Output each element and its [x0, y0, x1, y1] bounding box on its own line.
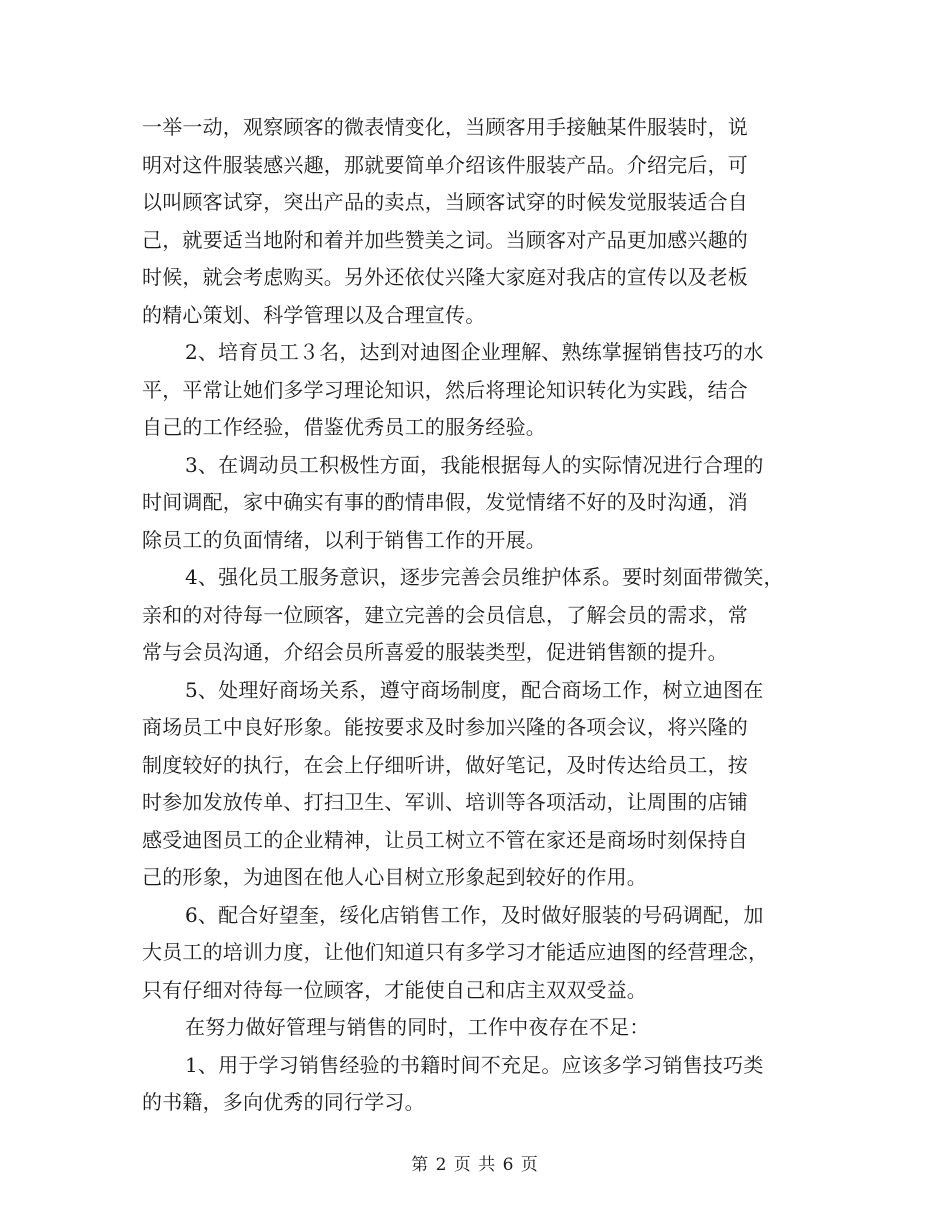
page-number-footer: 第 2 页 共 6 页 [411, 1155, 539, 1175]
text-line-1: 一举一动，观察顾客的微表情变化，当顾客用手接触某件服装时，说 [142, 115, 748, 139]
paragraph-3-line-1: 3、在调动员工积极性方面，我能根据每人的实际情况进行合理的 [185, 453, 764, 477]
text-line-6: 的精心策划、科学管理以及合理宣传。 [142, 303, 486, 327]
text-line-4: 己，就要适当地附和着并加些赞美之词。当顾客对产品更加感兴趣的 [142, 228, 748, 252]
paragraph-5-line-4: 时参加发放传单、打扫卫生、军训、培训等各项活动，让周围的店铺 [142, 790, 748, 814]
paragraph-5-line-3: 制度较好的执行，在会上仔细听讲，做好笔记，及时传达给员工，按 [142, 753, 748, 777]
paragraph-2-line-3: 自己的工作经验，借鉴优秀员工的服务经验。 [142, 415, 546, 439]
shortcomings-intro: 在努力做好管理与销售的同时，工作中夜存在不足： [185, 1015, 650, 1039]
paragraph-3-line-3: 除员工的负面情绪，以利于销售工作的开展。 [142, 528, 546, 552]
shortcoming-1-line-1: 1、用于学习销售经验的书籍时间不充足。应该多学习销售技巧类 [185, 1053, 764, 1077]
text-line-5: 时候，就会考虑购买。另外还依仗兴隆大家庭对我店的宣传以及老板 [142, 265, 748, 289]
text-line-2: 明对这件服装感兴趣，那就要简单介绍该件服装产品。介绍完后，可 [142, 153, 748, 177]
text-line-3: 以叫顾客试穿，突出产品的卖点，当顾客试穿的时候发觉服装适合自 [142, 190, 748, 214]
paragraph-5-line-6: 己的形象，为迪图在他人心目树立形象起到较好的作用。 [142, 865, 647, 889]
paragraph-5-line-1: 5、处理好商场关系，遵守商场制度，配合商场工作，树立迪图在 [185, 678, 764, 702]
paragraph-2-line-2: 平，平常让她们多学习理论知识，然后将理论知识转化为实践，结合 [142, 378, 748, 402]
paragraph-5-line-2: 商场员工中良好形象。能按要求及时参加兴隆的各项会议，将兴隆的 [142, 715, 748, 739]
paragraph-4-line-2: 亲和的对待每一位顾客，建立完善的会员信息，了解会员的需求，常 [142, 603, 748, 627]
shortcoming-1-line-2: 的书籍，多向优秀的同行学习。 [142, 1090, 425, 1114]
paragraph-6-line-2: 大员工的培训力度，让他们知道只有多学习才能适应迪图的经营理念， [142, 940, 769, 964]
paragraph-4-line-1: 4、强化员工服务意识，逐步完善会员维护体系。要时刻面带微笑， [185, 565, 784, 589]
paragraph-5-line-5: 感受迪图员工的企业精神，让员工树立不管在家还是商场时刻保持自 [142, 828, 748, 852]
paragraph-4-line-3: 常与会员沟通，介绍会员所喜爱的服装类型，促进销售额的提升。 [142, 640, 728, 664]
paragraph-3-line-2: 时间调配，家中确实有事的酌情串假，发觉情绪不好的及时沟通，消 [142, 490, 748, 514]
paragraph-2-line-1: 2、培育员工３名，达到对迪图企业理解、熟练掌握销售技巧的水 [185, 340, 764, 364]
paragraph-6-line-1: 6、配合好望奎，绥化店销售工作，及时做好服装的号码调配，加 [185, 903, 764, 927]
paragraph-6-line-3: 只有仔细对待每一位顾客，才能使自己和店主双双受益。 [142, 978, 647, 1002]
